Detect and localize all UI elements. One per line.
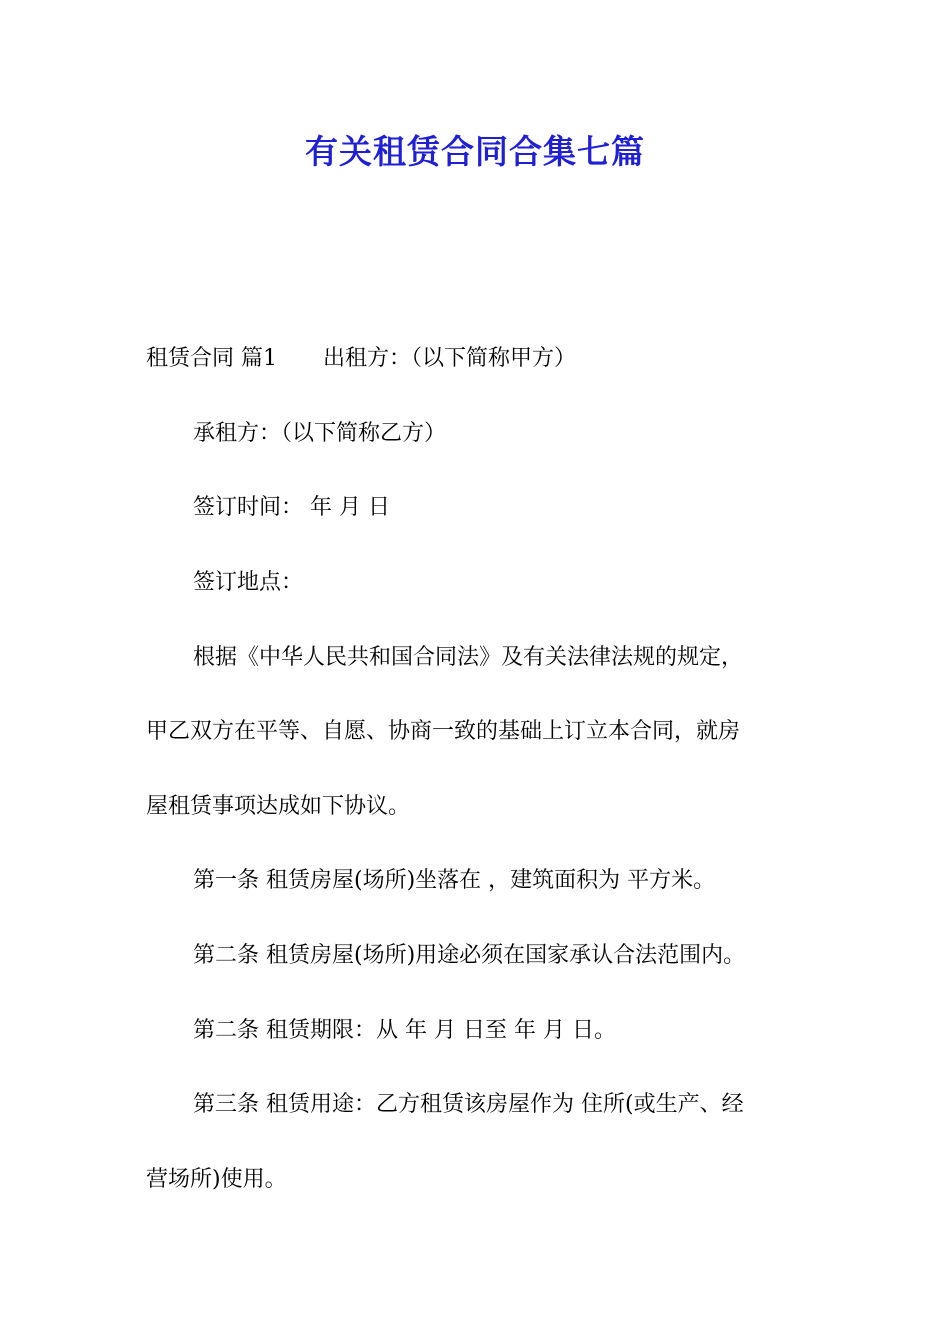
paragraph-article-2-term: 第二条 租赁期限：从 年 月 日至 年 月 日。 — [193, 1018, 616, 1043]
paragraph-contract-header — [146, 344, 826, 374]
paragraph-lessee: 承租方：（以下简称乙方） — [193, 421, 447, 446]
paragraph-article-3-line-2: 营场所)使用。 — [146, 1167, 287, 1192]
paragraph-preamble-line-1: 根据《中华人民共和国合同法》及有关法律法规的规定， — [193, 645, 744, 670]
paragraph-article-2-use: 第二条 租赁房屋(场所)用途必须在国家承认合法范围内。 — [193, 943, 746, 968]
paragraph-preamble-line-2: 甲乙双方在平等、自愿、协商一致的基础上订立本合同，就房 — [146, 719, 741, 744]
paragraph-article-1: 第一条 租赁房屋(场所)坐落在 ，建筑面积为 平方米。 — [193, 868, 716, 893]
paragraph-signing-place: 签订地点： — [193, 570, 304, 595]
contract-number-label: 租赁合同 篇1 — [146, 346, 277, 371]
document-title: 有关租赁合同合集七篇 — [305, 132, 645, 171]
paragraph-signing-date: 签订时间： 年 月 日 — [193, 495, 390, 520]
paragraph-preamble-line-3: 屋租赁事项达成如下协议。 — [146, 794, 411, 819]
lessor-label: 出租方：（以下简称甲方） — [323, 346, 577, 371]
paragraph-article-3-line-1: 第三条 租赁用途：乙方租赁该房屋作为 住所(或生产、经 — [193, 1092, 744, 1117]
